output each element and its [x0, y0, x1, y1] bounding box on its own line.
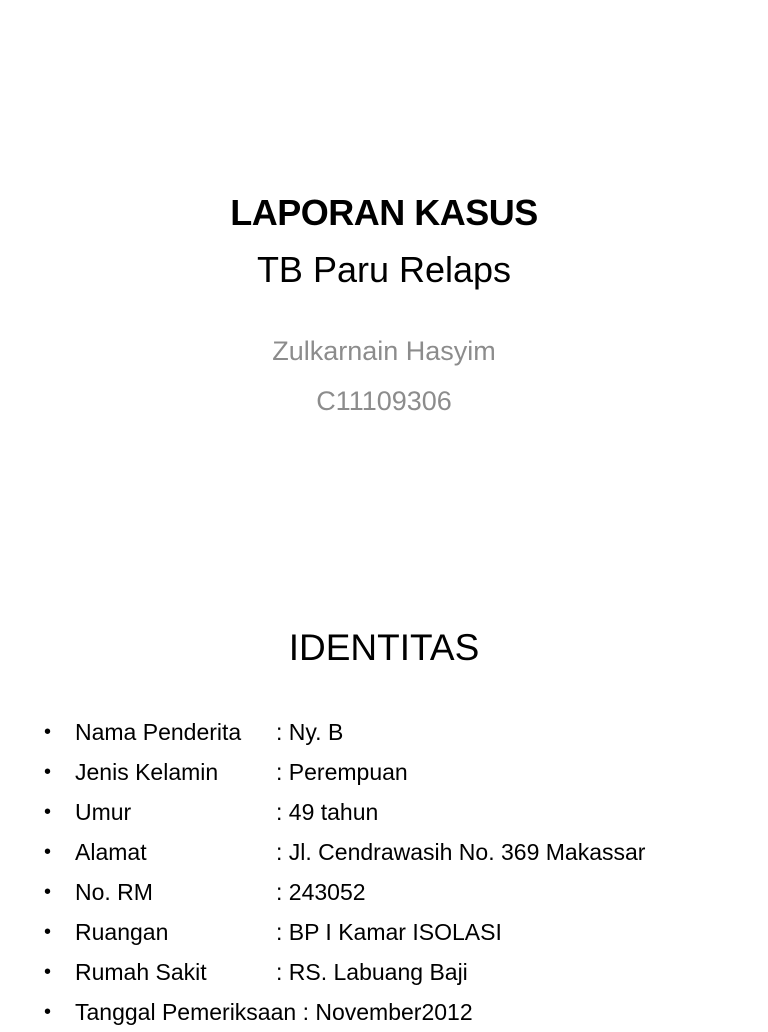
list-item-room — [0, 912, 768, 952]
item-label: Umur — [75, 799, 132, 825]
identity-slide — [0, 576, 768, 1024]
item-value: : BP I Kamar ISOLASI — [276, 919, 502, 945]
author-name: Zulkarnain Hasyim — [272, 336, 496, 366]
item-label: Ruangan — [75, 919, 169, 945]
list-item-hospital — [0, 952, 768, 992]
item-value: : Jl. Cendrawasih No. 369 Makassar — [276, 839, 646, 865]
list-item-gender — [0, 752, 768, 792]
item-label: Alamat — [75, 839, 147, 865]
bullet-icon: • — [44, 801, 52, 823]
list-item-address — [0, 832, 768, 872]
bullet-icon: • — [44, 881, 52, 903]
bullet-icon: • — [44, 921, 52, 943]
bullet-icon: • — [44, 961, 52, 983]
student-id: C11109306 — [316, 386, 452, 416]
item-value: : 49 tahun — [276, 799, 379, 825]
list-item-medical-record — [0, 872, 768, 912]
bullet-icon: • — [44, 721, 52, 743]
item-value: : 243052 — [276, 879, 366, 905]
report-subtitle: TB Paru Relaps — [256, 249, 512, 290]
list-item-patient-name — [0, 712, 768, 752]
item-value: : Perempuan — [276, 759, 408, 785]
identity-title: IDENTITAS — [288, 627, 480, 668]
item-label: Jenis Kelamin — [75, 759, 219, 785]
bullet-icon: • — [44, 761, 52, 783]
list-item-age — [0, 792, 768, 832]
item-label: Nama Penderita — [75, 719, 242, 745]
item-label: Tanggal Pemeriksaan : November2012 — [75, 999, 473, 1025]
bullet-icon: • — [44, 841, 52, 863]
identity-list — [0, 712, 768, 1032]
item-label: No. RM — [75, 879, 153, 905]
item-label: Rumah Sakit — [75, 959, 207, 985]
bullet-icon: • — [44, 1001, 52, 1023]
report-title: LAPORAN KASUS — [230, 192, 538, 233]
item-value: : Ny. B — [276, 719, 344, 745]
item-value: : RS. Labuang Baji — [276, 959, 468, 985]
list-item-exam-date — [0, 992, 768, 1032]
